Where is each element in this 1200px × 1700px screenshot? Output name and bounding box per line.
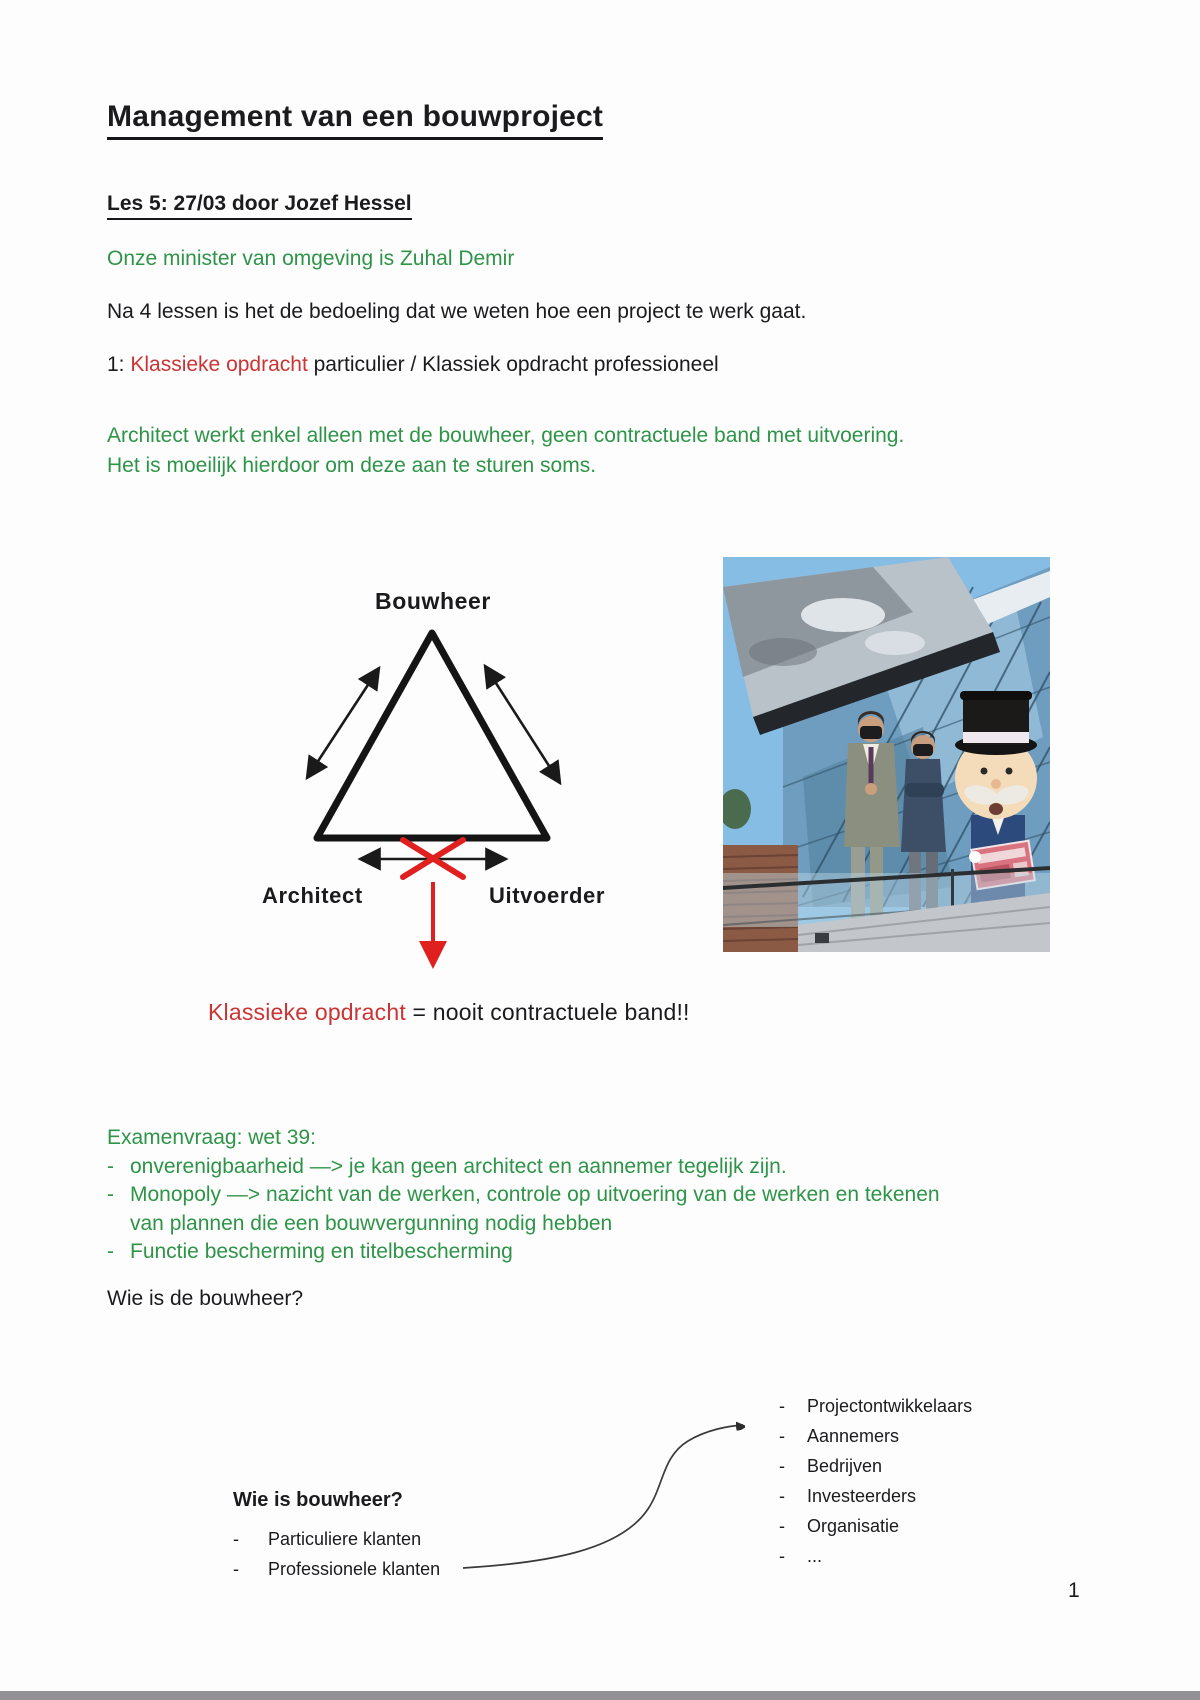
bullet-dash: - <box>779 1516 785 1536</box>
exam-bullet-3-text: Functie bescherming en titelbescherming <box>130 1240 513 1263</box>
bottom-right-item <box>779 1456 882 1477</box>
exam-bullet-1-text: onverenigbaarheid —> je kan geen architect en aannemer tegelijk zijn. <box>130 1154 787 1178</box>
bullet-dash: - <box>107 1240 114 1263</box>
exam-bullet-2-line2: van plannen die een bouwvergunning nodig hebben <box>130 1211 613 1235</box>
bullet-dash: - <box>779 1396 785 1416</box>
left-double-arrow <box>307 668 379 778</box>
bottom-right-item-text: Organisatie <box>807 1516 900 1536</box>
bottom-right-item-text: Investeerders <box>807 1486 917 1506</box>
lessons-note: Na 4 lessen is het de bedoeling dat we weten hoe een project te werk gaat. <box>107 300 807 323</box>
bottom-right-item <box>779 1546 822 1567</box>
triangle-caption <box>208 999 690 1026</box>
bottom-right-item <box>779 1486 916 1507</box>
exam-bullet-1 <box>107 1153 940 1182</box>
bullet-dash: - <box>107 1154 114 1178</box>
bottom-left-item-text: Particuliere klanten <box>268 1529 422 1549</box>
architect-note <box>107 421 904 481</box>
bottom-left-item <box>233 1529 421 1550</box>
triangle-shape <box>317 633 547 838</box>
triangle-left-label: Architect <box>262 883 363 908</box>
triangle-diagram <box>260 600 580 1000</box>
bullet-dash: - <box>233 1529 239 1549</box>
minister-note: Onze minister van omgeving is Zuhal Demir <box>107 247 515 270</box>
bullet-dash: - <box>779 1456 785 1476</box>
bottom-right-item-text: ... <box>807 1546 823 1566</box>
page-number: 1 <box>1068 1579 1080 1602</box>
bottom-right-item-text: Projectontwikkelaars <box>807 1396 973 1416</box>
exam-bullet-3 <box>107 1238 940 1267</box>
exam-bullet-2 <box>107 1181 940 1238</box>
bottom-right-item <box>779 1426 899 1447</box>
bottom-right-item-text: Bedrijven <box>807 1456 883 1476</box>
bottom-right-item-text: Aannemers <box>807 1426 900 1446</box>
bullet-dash: - <box>779 1426 785 1446</box>
architect-note-line2: Het is moeilijk hierdoor om deze aan te sturen soms. <box>107 454 597 477</box>
exam-bullet-2-text <box>130 1181 940 1238</box>
caption-black-part: = nooit contractuele band!! <box>405 999 690 1025</box>
assignment-prefix: 1: <box>107 353 131 376</box>
lesson-subtitle: Les 5: 27/03 door Jozef Hessel <box>107 192 412 220</box>
triangle-right-label: Uitvoerder <box>489 883 606 908</box>
bottom-left-item <box>233 1559 440 1580</box>
page-title: Management van een bouwproject <box>107 100 603 140</box>
caption-red-term: Klassieke opdracht <box>208 999 406 1025</box>
bottom-right-item <box>779 1396 972 1417</box>
bullet-dash: - <box>233 1559 239 1579</box>
bottom-diagram-heading: Wie is bouwheer? <box>233 1489 403 1511</box>
assignment-rest: particulier / Klassiek opdracht professioneel <box>307 353 719 376</box>
bottom-right-item <box>779 1516 899 1537</box>
bullet-dash: - <box>779 1546 785 1566</box>
architect-note-line1: Architect werkt enkel alleen met de bouwheer, geen contractuele band met uitvoering. <box>107 424 905 447</box>
exam-bullet-2-line1: Monopoly —> nazicht van de werken, controle op uitvoering van de werken en tekenen <box>130 1183 940 1206</box>
assignment-type-line <box>107 353 719 377</box>
bouwheer-question: Wie is de bouwheer? <box>107 1287 304 1310</box>
right-double-arrow <box>485 666 560 783</box>
bottom-divider-bar <box>0 1691 1200 1700</box>
curved-arrow <box>440 1405 770 1580</box>
lecture-photo <box>723 557 1050 952</box>
triangle-top-label: Bouwheer <box>375 588 491 614</box>
bottom-left-item-text: Professionele klanten <box>268 1559 441 1579</box>
bullet-dash: - <box>779 1486 785 1506</box>
exam-block <box>107 1124 940 1267</box>
bullet-dash: - <box>107 1183 114 1206</box>
exam-heading: Examenvraag: wet 39: <box>107 1126 316 1149</box>
assignment-red-term: Klassieke opdracht <box>130 353 308 376</box>
